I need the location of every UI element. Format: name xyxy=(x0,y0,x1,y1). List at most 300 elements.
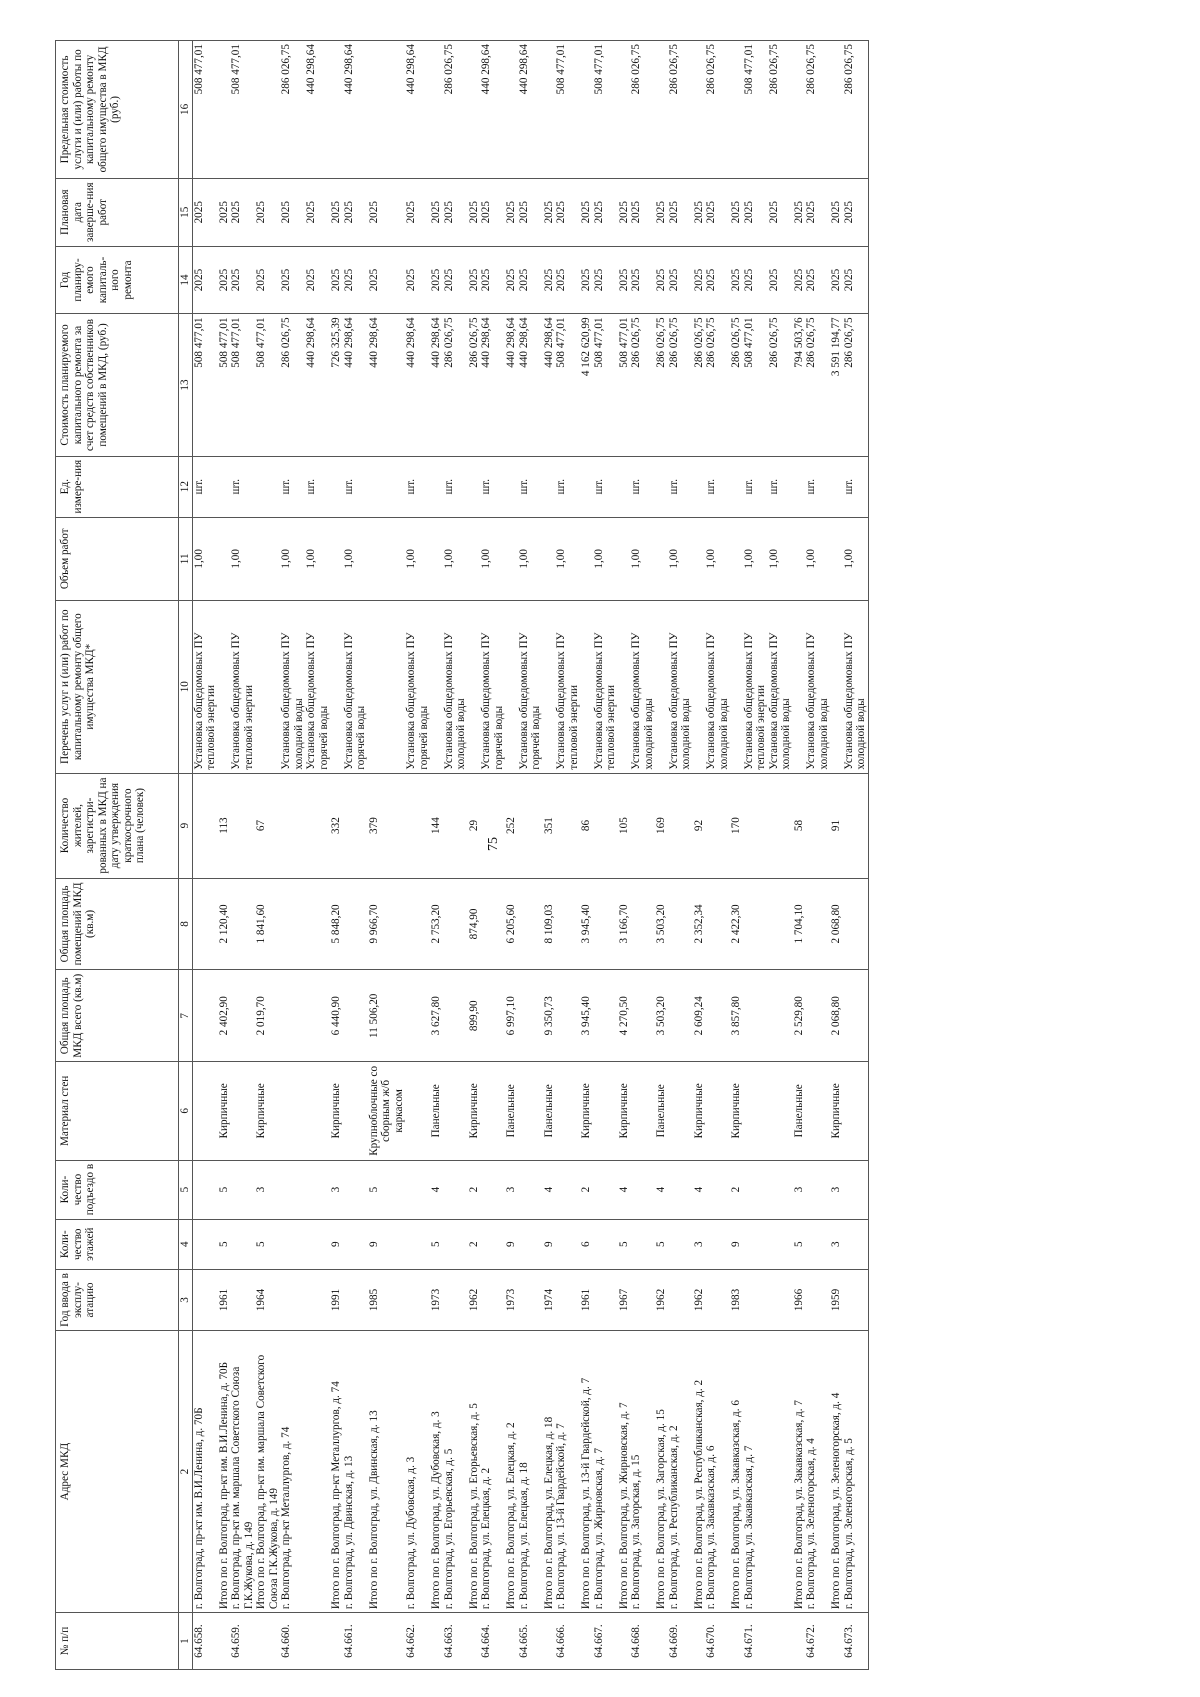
unit-cell: шт. xyxy=(280,456,305,517)
unit-cell xyxy=(368,456,406,517)
residents-cell xyxy=(668,773,693,878)
floors-cell: 9 xyxy=(368,1219,406,1269)
address-cell: г. Волгоград, ул. Дубовская, д. 3 xyxy=(405,1331,430,1613)
total-area-cell: 4 270,50 xyxy=(618,970,631,1062)
planned-cost-cell: 286 026,75 xyxy=(805,314,830,456)
total-area-cell: 899,90 xyxy=(468,970,481,1062)
year-built-cell: 1973 xyxy=(430,1269,443,1330)
floors-cell xyxy=(480,1219,505,1269)
premises-area-cell: 2 753,20 xyxy=(430,878,443,970)
work-volume-cell: 1,00 xyxy=(305,517,330,600)
row-number-cell xyxy=(730,1613,743,1670)
completion-date-cell: 2025 xyxy=(480,178,505,246)
wall-material-cell: Кирпичные xyxy=(618,1062,631,1160)
wall-material-cell: Панельные xyxy=(505,1062,518,1160)
completion-date-cell: 2025 xyxy=(543,178,556,246)
work-volume-cell xyxy=(693,517,706,600)
row-number-cell: 64.673. xyxy=(843,1613,869,1670)
unit-cell: шт. xyxy=(343,456,368,517)
col-header-2: Адрес МКД xyxy=(56,1331,179,1613)
work-description-cell xyxy=(430,600,443,773)
address-cell: г. Волгоград, ул. 13-й Гвардейской, д. 7 xyxy=(555,1331,580,1613)
total-area-cell: 6 997,10 xyxy=(505,970,518,1062)
unit-cell xyxy=(218,456,231,517)
completion-date-cell: 2025 xyxy=(230,178,255,246)
work-volume-cell: 1,00 xyxy=(480,517,505,600)
total-area-cell xyxy=(518,970,543,1062)
table-row xyxy=(580,41,593,1670)
col-header-15: Плановая дата заверше-ния работ xyxy=(56,178,179,246)
completion-date-cell: 2025 xyxy=(655,178,668,246)
max-cost-cell xyxy=(693,41,706,179)
work-volume-cell: 1,00 xyxy=(843,517,869,600)
entrances-cell xyxy=(630,1160,655,1219)
floors-cell: 9 xyxy=(543,1219,556,1269)
premises-area-cell: 2 422,30 xyxy=(730,878,743,970)
planned-year-cell: 2025 xyxy=(543,246,556,314)
floors-cell xyxy=(593,1219,618,1269)
total-area-cell xyxy=(280,970,305,1062)
planned-cost-cell: 286 026,75 xyxy=(843,314,869,456)
work-description-cell: Установка общедомовых ПУ тепловой энергии xyxy=(192,600,218,773)
work-volume-cell xyxy=(368,517,406,600)
unit-cell: шт. xyxy=(743,456,768,517)
work-description-cell: Установка общедомовых ПУ холодной воды xyxy=(630,600,655,773)
table-row xyxy=(793,41,806,1670)
year-built-cell xyxy=(343,1269,368,1330)
entrances-cell xyxy=(668,1160,693,1219)
unit-cell xyxy=(468,456,481,517)
table-row xyxy=(443,41,468,1670)
planned-cost-cell: 508 477,01 xyxy=(255,314,280,456)
address-cell: г. Волгоград, ул. Жирновская, д. 7 xyxy=(593,1331,618,1613)
residents-cell xyxy=(555,773,580,878)
planned-year-cell: 2025 xyxy=(805,246,830,314)
entrances-cell xyxy=(405,1160,430,1219)
planned-cost-cell: 286 026,75 xyxy=(705,314,730,456)
row-number-cell xyxy=(305,1613,330,1670)
total-area-cell: 3 857,80 xyxy=(730,970,743,1062)
address-cell: г. Волгоград, ул. Елецкая, д. 18 xyxy=(518,1331,543,1613)
floors-cell: 9 xyxy=(330,1219,343,1269)
row-number-cell: 64.672. xyxy=(805,1613,830,1670)
total-area-cell xyxy=(305,970,330,1062)
address-cell: г. Волгоград, ул. Егорьевская, д. 5 xyxy=(443,1331,468,1613)
table-row xyxy=(618,41,631,1670)
planned-cost-cell: 794 503,76 xyxy=(793,314,806,456)
work-volume-cell: 1,00 xyxy=(343,517,368,600)
entrances-cell xyxy=(480,1160,505,1219)
floors-cell xyxy=(518,1219,543,1269)
planned-cost-cell: 286 026,75 xyxy=(443,314,468,456)
address-cell: г. Волгоград, пр-кт Металлургов, д. 74 xyxy=(280,1331,305,1613)
address-cell: Итого по г. Волгоград, ул. Зеленогорская, д. 4 xyxy=(830,1331,843,1613)
row-number-cell: 64.666. xyxy=(555,1613,580,1670)
col-number: 15 xyxy=(179,178,193,246)
residents-cell xyxy=(230,773,255,878)
year-built-cell xyxy=(480,1269,505,1330)
floors-cell: 3 xyxy=(830,1219,843,1269)
unit-cell: шт. xyxy=(805,456,830,517)
work-volume-cell: 1,00 xyxy=(405,517,430,600)
entrances-cell: 4 xyxy=(693,1160,706,1219)
planned-year-cell: 2025 xyxy=(743,246,768,314)
residents-cell: 170 xyxy=(730,773,743,878)
premises-area-cell xyxy=(518,878,543,970)
work-volume-cell: 1,00 xyxy=(555,517,580,600)
max-cost-cell: 286 026,75 xyxy=(768,41,793,179)
entrances-cell xyxy=(230,1160,255,1219)
residents-cell: 351 xyxy=(543,773,556,878)
completion-date-cell: 2025 xyxy=(405,178,430,246)
row-number-cell: 64.660. xyxy=(280,1613,305,1670)
residents-cell xyxy=(630,773,655,878)
work-description-cell: Установка общедомовых ПУ холодной воды xyxy=(805,600,830,773)
planned-cost-cell: 508 477,01 xyxy=(192,314,218,456)
address-cell: Итого по г. Волгоград, ул. Егорьевская, д. 5 xyxy=(468,1331,481,1613)
max-cost-cell xyxy=(468,41,481,179)
max-cost-cell: 440 298,64 xyxy=(305,41,330,179)
max-cost-cell xyxy=(505,41,518,179)
table-row xyxy=(668,41,693,1670)
address-cell: г. Волгоград, ул. Елецкая, д. 2 xyxy=(480,1331,505,1613)
planned-year-cell: 2025 xyxy=(555,246,580,314)
total-area-cell xyxy=(230,970,255,1062)
unit-cell: шт. xyxy=(668,456,693,517)
address-cell: Итого по г. Волгоград, ул. Елецкая, д. 18 xyxy=(543,1331,556,1613)
floors-cell xyxy=(768,1219,793,1269)
unit-cell xyxy=(655,456,668,517)
entrances-cell: 4 xyxy=(618,1160,631,1219)
wall-material-cell xyxy=(593,1062,618,1160)
premises-area-cell xyxy=(843,878,869,970)
max-cost-cell xyxy=(430,41,443,179)
floors-cell: 6 xyxy=(580,1219,593,1269)
premises-area-cell: 5 848,20 xyxy=(330,878,343,970)
floors-cell xyxy=(343,1219,368,1269)
table-row xyxy=(555,41,580,1670)
row-number-cell xyxy=(580,1613,593,1670)
wall-material-cell xyxy=(343,1062,368,1160)
total-area-cell: 3 503,20 xyxy=(655,970,668,1062)
col-number: 14 xyxy=(179,246,193,314)
floors-cell xyxy=(743,1219,768,1269)
row-number-cell: 64.671. xyxy=(743,1613,768,1670)
planned-cost-cell: 286 026,75 xyxy=(768,314,793,456)
col-number: 5 xyxy=(179,1160,193,1219)
completion-date-cell: 2025 xyxy=(368,178,406,246)
wall-material-cell: Кирпичные xyxy=(830,1062,843,1160)
floors-cell: 5 xyxy=(430,1219,443,1269)
completion-date-cell: 2025 xyxy=(843,178,869,246)
entrances-cell xyxy=(743,1160,768,1219)
planned-cost-cell: 440 298,64 xyxy=(430,314,443,456)
floors-cell: 9 xyxy=(505,1219,518,1269)
wall-material-cell xyxy=(805,1062,830,1160)
entrances-cell: 4 xyxy=(543,1160,556,1219)
work-description-cell xyxy=(368,600,406,773)
max-cost-cell: 508 477,01 xyxy=(593,41,618,179)
work-description-cell xyxy=(505,600,518,773)
entrances-cell xyxy=(593,1160,618,1219)
planned-cost-cell: 508 477,01 xyxy=(743,314,768,456)
planned-cost-cell: 286 026,75 xyxy=(630,314,655,456)
residents-cell: 113 xyxy=(218,773,231,878)
floors-cell: 5 xyxy=(618,1219,631,1269)
entrances-cell xyxy=(768,1160,793,1219)
total-area-cell: 2 609,24 xyxy=(693,970,706,1062)
entrances-cell xyxy=(705,1160,730,1219)
completion-date-cell: 2025 xyxy=(305,178,330,246)
entrances-cell xyxy=(343,1160,368,1219)
work-description-cell: Установка общедомовых ПУ тепловой энергии xyxy=(743,600,768,773)
unit-cell: шт. xyxy=(192,456,218,517)
residents-cell: 92 xyxy=(693,773,706,878)
wall-material-cell: Панельные xyxy=(655,1062,668,1160)
work-volume-cell xyxy=(730,517,743,600)
unit-cell xyxy=(505,456,518,517)
table-row xyxy=(830,41,843,1670)
unit-cell: шт. xyxy=(843,456,869,517)
max-cost-cell xyxy=(793,41,806,179)
col-header-4: Коли-чество этажей xyxy=(56,1219,179,1269)
work-volume-cell: 1,00 xyxy=(518,517,543,600)
row-number-cell xyxy=(505,1613,518,1670)
wall-material-cell: Кирпичные xyxy=(330,1062,343,1160)
row-number-cell xyxy=(330,1613,343,1670)
residents-cell xyxy=(843,773,869,878)
wall-material-cell: Кирпичные xyxy=(218,1062,231,1160)
premises-area-cell: 2 352,34 xyxy=(693,878,706,970)
residents-cell: 105 xyxy=(618,773,631,878)
max-cost-cell: 440 298,64 xyxy=(480,41,505,179)
address-cell: Итого по г. Волгоград, ул. Жирновская, д. 7 xyxy=(618,1331,631,1613)
work-description-cell xyxy=(730,600,743,773)
premises-area-cell xyxy=(805,878,830,970)
completion-date-cell: 2025 xyxy=(255,178,280,246)
col-number: 16 xyxy=(179,41,193,179)
entrances-cell: 3 xyxy=(793,1160,806,1219)
premises-area-cell xyxy=(343,878,368,970)
unit-cell xyxy=(330,456,343,517)
row-number-cell xyxy=(768,1613,793,1670)
work-description-cell xyxy=(655,600,668,773)
work-description-cell: Установка общедомовых ПУ холодной воды xyxy=(843,600,869,773)
premises-area-cell: 1 841,60 xyxy=(255,878,280,970)
residents-cell: 86 xyxy=(580,773,593,878)
planned-year-cell: 2025 xyxy=(330,246,343,314)
unit-cell xyxy=(693,456,706,517)
residents-cell xyxy=(480,773,505,878)
premises-area-cell: 8 109,03 xyxy=(543,878,556,970)
completion-date-cell: 2025 xyxy=(593,178,618,246)
premises-area-cell xyxy=(705,878,730,970)
planned-cost-cell: 508 477,01 xyxy=(593,314,618,456)
row-number-cell: 64.662. xyxy=(405,1613,430,1670)
year-built-cell xyxy=(518,1269,543,1330)
year-built-cell: 1964 xyxy=(255,1269,280,1330)
table-row xyxy=(518,41,543,1670)
row-number-cell xyxy=(543,1613,556,1670)
unit-cell xyxy=(543,456,556,517)
floors-cell xyxy=(705,1219,730,1269)
work-volume-cell: 1,00 xyxy=(593,517,618,600)
wall-material-cell: Кирпичные xyxy=(580,1062,593,1160)
planned-year-cell: 2025 xyxy=(255,246,280,314)
row-number-cell xyxy=(618,1613,631,1670)
wall-material-cell xyxy=(480,1062,505,1160)
col-header-13: Стоимость планируемого капитального ремонта за счет средств собственников помещений в МКД, (руб.) xyxy=(56,314,179,456)
col-number: 8 xyxy=(179,878,193,970)
entrances-cell xyxy=(443,1160,468,1219)
col-header-14: Год планиру-емого капиталь-ного ремонта xyxy=(56,246,179,314)
max-cost-cell: 286 026,75 xyxy=(705,41,730,179)
col-number: 10 xyxy=(179,600,193,773)
entrances-cell xyxy=(843,1160,869,1219)
col-header-12: Ед. измере-ния xyxy=(56,456,179,517)
address-cell: Итого по г. Волгоград, пр-кт им. маршала Советского Союза Г.К.Жукова, д. 149 xyxy=(255,1331,280,1613)
max-cost-cell xyxy=(830,41,843,179)
planned-cost-cell: 440 298,64 xyxy=(368,314,406,456)
unit-cell xyxy=(830,456,843,517)
work-description-cell xyxy=(255,600,280,773)
planned-year-cell: 2025 xyxy=(443,246,468,314)
col-header-5: Коли-чество подъездо в xyxy=(56,1160,179,1219)
total-area-cell xyxy=(705,970,730,1062)
completion-date-cell: 2025 xyxy=(705,178,730,246)
total-area-cell xyxy=(405,970,430,1062)
completion-date-cell: 2025 xyxy=(505,178,518,246)
unit-cell xyxy=(618,456,631,517)
planned-cost-cell: 440 298,64 xyxy=(480,314,505,456)
floors-cell xyxy=(630,1219,655,1269)
unit-cell: шт. xyxy=(630,456,655,517)
completion-date-cell: 2025 xyxy=(555,178,580,246)
entrances-cell: 3 xyxy=(505,1160,518,1219)
planned-cost-cell: 3 591 194,77 xyxy=(830,314,843,456)
col-number: 1 xyxy=(179,1613,193,1670)
address-cell: г. Волгоград, ул. Загорская, д. 15 xyxy=(630,1331,655,1613)
max-cost-cell xyxy=(330,41,343,179)
rotated-table-container xyxy=(55,40,1138,1670)
year-built-cell: 1966 xyxy=(793,1269,806,1330)
year-built-cell: 1962 xyxy=(693,1269,706,1330)
max-cost-cell: 508 477,01 xyxy=(743,41,768,179)
work-volume-cell xyxy=(793,517,806,600)
total-area-cell: 11 506,20 xyxy=(368,970,406,1062)
entrances-cell: 4 xyxy=(655,1160,668,1219)
planned-year-cell: 2025 xyxy=(218,246,231,314)
unit-cell: шт. xyxy=(443,456,468,517)
planned-year-cell: 2025 xyxy=(843,246,869,314)
premises-area-cell: 6 205,60 xyxy=(505,878,518,970)
entrances-cell: 5 xyxy=(218,1160,231,1219)
completion-date-cell: 2025 xyxy=(730,178,743,246)
row-number-cell xyxy=(430,1613,443,1670)
floors-cell xyxy=(805,1219,830,1269)
work-volume-cell: 1,00 xyxy=(630,517,655,600)
address-cell: Итого по г. Волгоград, ул. Двинская, д. 13 xyxy=(368,1331,406,1613)
premises-area-cell xyxy=(480,878,505,970)
total-area-cell xyxy=(480,970,505,1062)
unit-cell: шт. xyxy=(305,456,330,517)
unit-cell: шт. xyxy=(518,456,543,517)
address-cell: Итого по г. Волгоград, ул. Загорская, д. 15 xyxy=(655,1331,668,1613)
year-built-cell xyxy=(668,1269,693,1330)
table-row xyxy=(468,41,481,1670)
table-row xyxy=(705,41,730,1670)
total-area-cell xyxy=(668,970,693,1062)
address-cell: г. Волгоград, ул. Двинская, д. 13 xyxy=(343,1331,368,1613)
max-cost-cell xyxy=(730,41,743,179)
table-row xyxy=(768,41,793,1670)
planned-cost-cell: 440 298,64 xyxy=(505,314,518,456)
wall-material-cell: Кирпичные xyxy=(468,1062,481,1160)
planned-cost-cell: 440 298,64 xyxy=(343,314,368,456)
premises-area-cell: 3 945,40 xyxy=(580,878,593,970)
address-cell: Итого по г. Волгоград, ул. Закавказская, д. 6 xyxy=(730,1331,743,1613)
planned-year-cell: 2025 xyxy=(305,246,330,314)
year-built-cell xyxy=(192,1269,218,1330)
total-area-cell xyxy=(630,970,655,1062)
year-built-cell xyxy=(305,1269,330,1330)
table-row xyxy=(255,41,280,1670)
completion-date-cell: 2025 xyxy=(192,178,218,246)
premises-area-cell xyxy=(230,878,255,970)
completion-date-cell: 2025 xyxy=(430,178,443,246)
year-built-cell xyxy=(443,1269,468,1330)
work-description-cell xyxy=(218,600,231,773)
floors-cell xyxy=(843,1219,869,1269)
max-cost-cell: 286 026,75 xyxy=(843,41,869,179)
year-built-cell: 1974 xyxy=(543,1269,556,1330)
work-volume-cell: 1,00 xyxy=(280,517,305,600)
table-row xyxy=(280,41,305,1670)
work-volume-cell xyxy=(330,517,343,600)
premises-area-cell: 9 966,70 xyxy=(368,878,406,970)
planned-year-cell: 2025 xyxy=(230,246,255,314)
work-description-cell: Установка общедомовых ПУ горячей воды xyxy=(343,600,368,773)
unit-cell xyxy=(580,456,593,517)
residents-cell xyxy=(443,773,468,878)
col-header-7: Общая площадь МКД всего (кв.м) xyxy=(56,970,179,1062)
year-built-cell: 1985 xyxy=(368,1269,406,1330)
table-row xyxy=(305,41,330,1670)
wall-material-cell: Панельные xyxy=(543,1062,556,1160)
wall-material-cell xyxy=(305,1062,330,1160)
planned-year-cell: 2025 xyxy=(830,246,843,314)
unit-cell: шт. xyxy=(405,456,430,517)
max-cost-cell xyxy=(368,41,406,179)
wall-material-cell xyxy=(630,1062,655,1160)
year-built-cell xyxy=(230,1269,255,1330)
premises-area-cell: 1 704,10 xyxy=(793,878,806,970)
max-cost-cell: 286 026,75 xyxy=(668,41,693,179)
floors-cell xyxy=(668,1219,693,1269)
planned-cost-cell: 440 298,64 xyxy=(305,314,330,456)
max-cost-cell xyxy=(218,41,231,179)
max-cost-cell xyxy=(655,41,668,179)
address-cell: Итого по г. Волгоград, ул. Закавказская, д. 7 xyxy=(793,1331,806,1613)
total-area-cell xyxy=(768,970,793,1062)
row-number-cell xyxy=(468,1613,481,1670)
work-volume-cell xyxy=(218,517,231,600)
work-description-cell: Установка общедомовых ПУ холодной воды xyxy=(443,600,468,773)
repair-plan-table xyxy=(55,40,869,1670)
year-built-cell xyxy=(743,1269,768,1330)
wall-material-cell: Кирпичные xyxy=(693,1062,706,1160)
planned-year-cell: 2025 xyxy=(668,246,693,314)
